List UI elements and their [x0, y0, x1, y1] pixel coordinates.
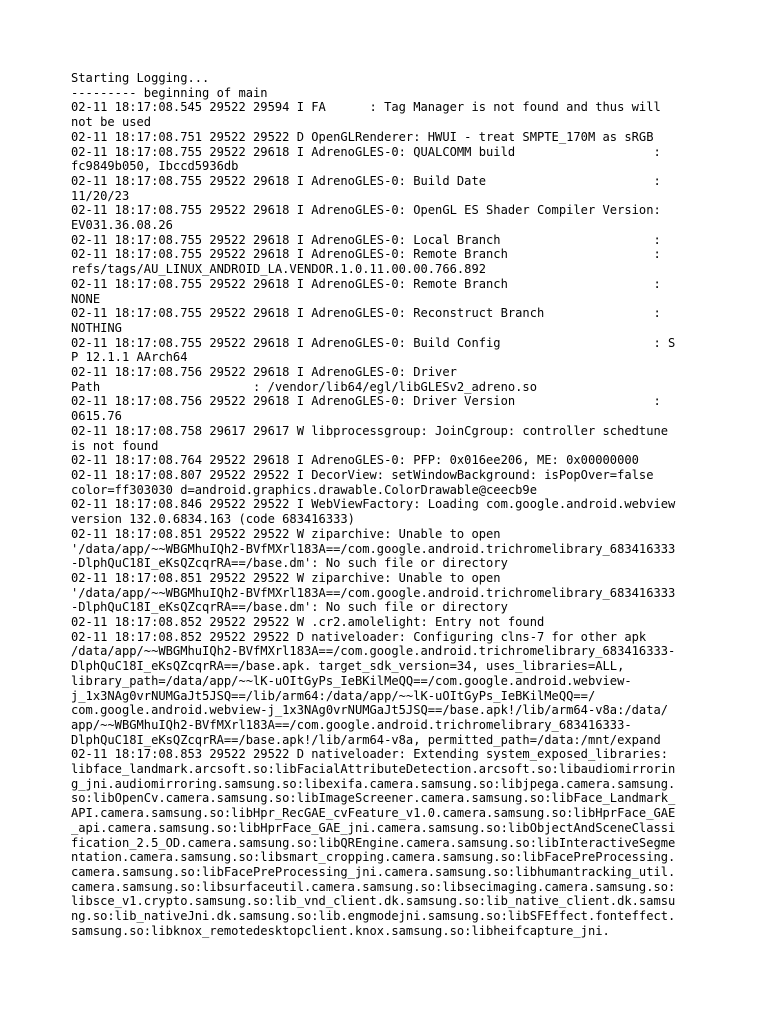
log-line: fication_2.5_OD.camera.samsung.so:libQREngine.camera.samsung.so:libInteractiveSegme — [71, 835, 676, 850]
log-line: _api.camera.samsung.so:libHprFace_GAE_jni.camera.samsung.so:libObjectAndSceneClassi — [71, 820, 676, 835]
log-document — [71, 71, 701, 938]
log-line: NOTHING — [71, 320, 122, 335]
log-line: 02-11 18:17:08.851 29522 29522 W ziparchive: Unable to open — [71, 526, 501, 541]
log-line: app/~~WBGMhuIQh2-BVfMXrl183A==/com.google.android.trichromelibrary_683416333- — [71, 717, 632, 732]
log-line: version 132.0.6834.163 (code 683416333) — [71, 512, 355, 527]
log-line: ng.so:lib_nativeJni.dk.samsung.so:lib.engmodejni.samsung.so:libSFEffect.fonteffect. — [71, 909, 676, 924]
log-line: 02-11 18:17:08.853 29522 29522 D nativeloader: Extending system_exposed_libraries: — [71, 747, 669, 762]
log-line: API.camera.samsung.so:libHpr_RecGAE_cvFeature_v1.0.camera.samsung.so:libHprFace_GAE — [71, 806, 676, 821]
log-line: 02-11 18:17:08.751 29522 29522 D OpenGLRenderer: HWUI - treat SMPTE_170M as sRGB — [71, 129, 654, 144]
log-line: '/data/app/~~WBGMhuIQh2-BVfMXrl183A==/com.google.android.trichromelibrary_683416333 — [71, 585, 676, 600]
log-line: 02-11 18:17:08.764 29522 29618 I AdrenoGLES-0: PFP: 0x016ee206, ME: 0x00000000 — [71, 453, 639, 468]
log-line: com.google.android.webview-j_1x3NAg0vrNUMGaJt5JSQ==/base.apk!/lib/arm64-v8a:/data/ — [71, 703, 669, 718]
log-line: 0615.76 — [71, 409, 122, 424]
log-line: 02-11 18:17:08.545 29522 29594 I FA : Tag Manager is not found and thus will — [71, 100, 661, 115]
log-line: library_path=/data/app/~~lK-uOItGyPs_IeBKilMeQQ==/com.google.android.webview- — [71, 673, 632, 688]
log-line: camera.samsung.so:libFacePreProcessing_jni.camera.samsung.so:libhumantracking_util. — [71, 864, 676, 879]
log-line: refs/tags/AU_LINUX_ANDROID_LA.VENDOR.1.0.11.00.00.766.892 — [71, 262, 487, 277]
log-line: ntation.camera.samsung.so:libsmart_cropping.camera.samsung.so:libFacePreProcessing. — [71, 850, 676, 865]
log-line: DlphQuC18I_eKsQZcqrRA==/base.apk. target_sdk_version=34, uses_libraries=ALL, — [71, 659, 625, 674]
log-line: j_1x3NAg0vrNUMGaJt5JSQ==/lib/arm64:/data/app/~~lK-uOItGyPs_IeBKilMeQQ==/ — [71, 688, 596, 703]
log-line: 02-11 18:17:08.755 29522 29618 I AdrenoGLES-0: Remote Branch : — [71, 247, 661, 262]
log-line: 02-11 18:17:08.756 29522 29618 I AdrenoGLES-0: Driver — [71, 365, 457, 380]
log-line: libface_landmark.arcsoft.so:libFacialAttributeDetection.arcsoft.so:libaudiomirrorin — [71, 762, 676, 777]
log-line: libsce_v1.crypto.samsung.so:lib_vnd_client.dk.samsung.so:lib_native_client.dk.samsu — [71, 894, 676, 909]
log-line: 02-11 18:17:08.755 29522 29618 I AdrenoGLES-0: QUALCOMM build : — [71, 144, 661, 159]
log-line: samsung.so:libknox_remotedesktopclient.knox.samsung.so:libheifcapture_jni. — [71, 923, 610, 938]
log-line: --------- beginning of main — [71, 85, 268, 100]
log-line: is not found — [71, 438, 159, 453]
log-line: -DlphQuC18I_eKsQZcqrRA==/base.dm': No such file or directory — [71, 600, 508, 615]
log-line: 02-11 18:17:08.755 29522 29618 I AdrenoGLES-0: Build Config : S — [71, 335, 676, 350]
log-line: -DlphQuC18I_eKsQZcqrRA==/base.dm': No such file or directory — [71, 556, 508, 571]
log-line: 02-11 18:17:08.755 29522 29618 I AdrenoGLES-0: Local Branch : — [71, 232, 661, 247]
log-line: color=ff303030 d=android.graphics.drawable.ColorDrawable@ceecb9e — [71, 482, 537, 497]
log-line: so:libOpenCv.camera.samsung.so:libImageScreener.camera.samsung.so:libFace_Landmark_ — [71, 791, 676, 806]
log-line: 02-11 18:17:08.758 29617 29617 W libprocessgroup: JoinCgroup: controller schedtune — [71, 423, 669, 438]
log-line: 02-11 18:17:08.807 29522 29522 I DecorView: setWindowBackground: isPopOver=false — [71, 467, 654, 482]
log-line: 02-11 18:17:08.755 29522 29618 I AdrenoGLES-0: Reconstruct Branch : — [71, 306, 661, 321]
log-line: fc9849b050, Ibccd5936db — [71, 159, 239, 174]
log-line: /data/app/~~WBGMhuIQh2-BVfMXrl183A==/com.google.android.trichromelibrary_683416333- — [71, 644, 676, 659]
log-line: 02-11 18:17:08.846 29522 29522 I WebViewFactory: Loading com.google.android.webview — [71, 497, 676, 512]
log-line: '/data/app/~~WBGMhuIQh2-BVfMXrl183A==/com.google.android.trichromelibrary_683416333 — [71, 541, 676, 556]
log-line: 11/20/23 — [71, 188, 130, 203]
log-line: not be used — [71, 115, 152, 130]
log-line: 02-11 18:17:08.852 29522 29522 W .cr2.amolelight: Entry not found — [71, 615, 545, 630]
log-line: camera.samsung.so:libsurfaceutil.camera.samsung.so:libsecimaging.camera.samsung.so: — [71, 879, 676, 894]
log-line: 02-11 18:17:08.755 29522 29618 I AdrenoGLES-0: Build Date : — [71, 173, 661, 188]
log-line: 02-11 18:17:08.852 29522 29522 D nativeloader: Configuring clns-7 for other apk — [71, 629, 647, 644]
log-line: 02-11 18:17:08.755 29522 29618 I AdrenoGLES-0: OpenGL ES Shader Compiler Version: — [71, 203, 661, 218]
log-line: 02-11 18:17:08.851 29522 29522 W ziparchive: Unable to open — [71, 570, 501, 585]
log-line: Path : /vendor/lib64/egl/libGLESv2_adreno.so — [71, 379, 537, 394]
log-line: NONE — [71, 291, 101, 306]
log-line: 02-11 18:17:08.755 29522 29618 I AdrenoGLES-0: Remote Branch : — [71, 276, 661, 291]
log-line: DlphQuC18I_eKsQZcqrRA==/base.apk!/lib/arm64-v8a, permitted_path=/data:/mnt/expand — [71, 732, 661, 747]
log-line: Starting Logging... — [71, 71, 210, 85]
log-line: P 12.1.1 AArch64 — [71, 350, 188, 365]
log-line: EV031.36.08.26 — [71, 218, 173, 233]
log-line: 02-11 18:17:08.756 29522 29618 I AdrenoGLES-0: Driver Version : — [71, 394, 661, 409]
log-line: g_jni.audiomirroring.samsung.so:libexifa.camera.samsung.so:libjpega.camera.samsung. — [71, 776, 676, 791]
